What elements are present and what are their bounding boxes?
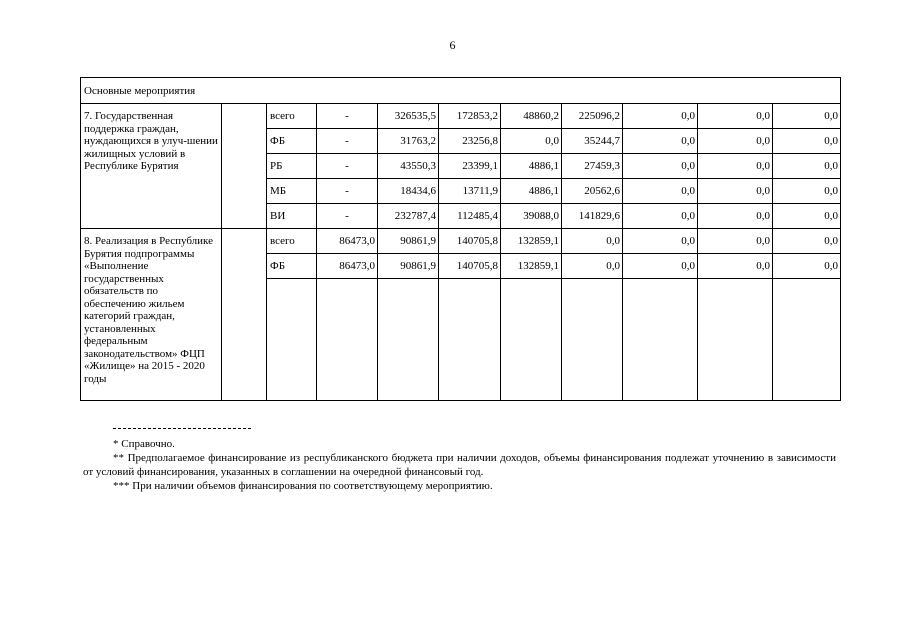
value-cell: 0,0 <box>773 154 841 179</box>
value-cell: 0,0 <box>698 179 773 204</box>
filler-cell <box>378 279 439 401</box>
value-cell: 20562,6 <box>562 179 623 204</box>
value-cell: 225096,2 <box>562 104 623 129</box>
value-cell: 31763,2 <box>378 129 439 154</box>
value-cell: 0,0 <box>773 204 841 229</box>
page-number: 6 <box>449 38 456 52</box>
value-cell: 232787,4 <box>378 204 439 229</box>
value-cell: 0,0 <box>698 129 773 154</box>
value-cell: 0,0 <box>773 179 841 204</box>
value-cell: 90861,9 <box>378 229 439 254</box>
value-cell: 0,0 <box>623 204 698 229</box>
value-cell: 0,0 <box>623 254 698 279</box>
activity-name: 7. Государственная поддержка граждан, нуждающихся в улуч-шении жилищных условий в Республике Бурятия <box>81 104 222 229</box>
footnotes <box>83 428 836 493</box>
value-cell: 4886,1 <box>501 154 562 179</box>
funding-source: ВИ <box>267 204 317 229</box>
value-cell: 0,0 <box>773 229 841 254</box>
filler-cell <box>317 279 378 401</box>
value-cell: 0,0 <box>623 129 698 154</box>
value-cell: - <box>317 204 378 229</box>
filler-cell <box>623 279 698 401</box>
activity-name: 8. Реализация в Республике Бурятия подпрограммы «Выполнение государственных обязательств по обеспечению жильем категорий граждан, установленных федеральным законодательством» ФЦП «Жилище» на 2015 - 2020 годы <box>81 229 222 401</box>
value-cell: 326535,5 <box>378 104 439 129</box>
value-cell: - <box>317 154 378 179</box>
funding-source: всего <box>267 104 317 129</box>
value-cell: 112485,4 <box>439 204 501 229</box>
footnote-2: ** Предполагаемое финансирование из республиканского бюджета при наличии доходов, объемы финансирования подлежат уточнению в зависимости от условий финансирования, указанных в соглашении на очередной финансовый год. <box>83 452 836 478</box>
value-cell: 0,0 <box>623 179 698 204</box>
value-cell: 0,0 <box>562 229 623 254</box>
table-row <box>81 104 841 129</box>
section-row <box>81 78 841 104</box>
value-cell: 0,0 <box>773 104 841 129</box>
value-cell: 0,0 <box>698 229 773 254</box>
value-cell: 35244,7 <box>562 129 623 154</box>
value-cell: 4886,1 <box>501 179 562 204</box>
table-row <box>81 229 841 254</box>
footnote-1: * Справочно. <box>113 438 175 450</box>
funding-table <box>80 77 841 401</box>
value-cell: 23256,8 <box>439 129 501 154</box>
value-cell: 18434,6 <box>378 179 439 204</box>
value-cell: 13711,9 <box>439 179 501 204</box>
value-cell: 39088,0 <box>501 204 562 229</box>
value-cell: 0,0 <box>773 254 841 279</box>
value-cell: 0,0 <box>698 254 773 279</box>
value-cell: 48860,2 <box>501 104 562 129</box>
value-cell: 0,0 <box>698 154 773 179</box>
value-cell: 0,0 <box>773 129 841 154</box>
value-cell: 86473,0 <box>317 229 378 254</box>
value-cell: 132859,1 <box>501 229 562 254</box>
value-cell: 140705,8 <box>439 254 501 279</box>
filler-cell <box>773 279 841 401</box>
value-cell: - <box>317 179 378 204</box>
value-cell: 132859,1 <box>501 254 562 279</box>
funding-source: всего <box>267 229 317 254</box>
filler-cell <box>501 279 562 401</box>
blank-cell <box>222 104 267 229</box>
funding-source: РБ <box>267 154 317 179</box>
funding-source: ФБ <box>267 254 317 279</box>
value-cell: 0,0 <box>562 254 623 279</box>
filler-cell <box>267 279 317 401</box>
value-cell: 0,0 <box>623 229 698 254</box>
value-cell: 90861,9 <box>378 254 439 279</box>
funding-source: МБ <box>267 179 317 204</box>
value-cell: 27459,3 <box>562 154 623 179</box>
value-cell: 0,0 <box>623 104 698 129</box>
value-cell: 140705,8 <box>439 229 501 254</box>
value-cell: - <box>317 129 378 154</box>
value-cell: 0,0 <box>698 204 773 229</box>
value-cell: - <box>317 104 378 129</box>
funding-source: ФБ <box>267 129 317 154</box>
value-cell: 23399,1 <box>439 154 501 179</box>
filler-cell <box>562 279 623 401</box>
footnote-separator <box>113 428 251 429</box>
section-title: Основные мероприятия <box>81 78 841 104</box>
blank-cell <box>222 229 267 401</box>
value-cell: 141829,6 <box>562 204 623 229</box>
value-cell: 43550,3 <box>378 154 439 179</box>
value-cell: 172853,2 <box>439 104 501 129</box>
footnote-3: *** При наличии объемов финансирования по соответствующему мероприятию. <box>113 480 493 492</box>
value-cell: 0,0 <box>501 129 562 154</box>
value-cell: 0,0 <box>698 104 773 129</box>
filler-cell <box>698 279 773 401</box>
value-cell: 0,0 <box>623 154 698 179</box>
filler-cell <box>439 279 501 401</box>
value-cell: 86473,0 <box>317 254 378 279</box>
